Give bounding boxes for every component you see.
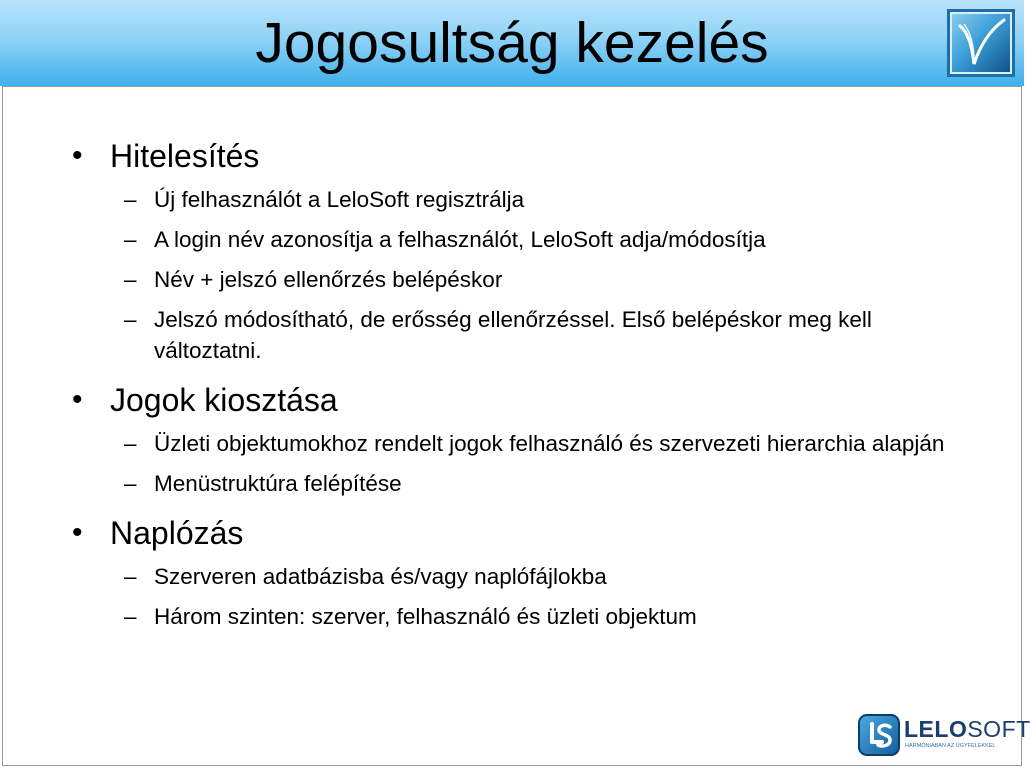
dash-glyph: – xyxy=(124,227,137,252)
dash-glyph: – xyxy=(124,604,137,629)
sub-bullet-item xyxy=(0,184,1024,215)
bullet-heading: Naplózás xyxy=(110,515,244,551)
checkmark-v-icon xyxy=(947,9,1015,77)
slide-title: Jogosultság kezelés xyxy=(255,11,769,75)
dash-glyph: – xyxy=(124,307,137,332)
bullet-heading: Jogok kiosztása xyxy=(110,382,338,418)
leloSoft-brand-logo xyxy=(858,712,1031,758)
sub-bullet-item xyxy=(0,304,1024,366)
sub-bullet-text: A login név azonosítja a felhasználót, LeloSoft adja/módosítja xyxy=(154,227,766,252)
dash-glyph: – xyxy=(124,471,137,496)
brand-name-part2: SOFT xyxy=(967,716,1031,742)
sub-bullet-text: Jelszó módosítható, de erősség ellenőrzéssel. Első belépéskor meg kell változtatni. xyxy=(154,307,872,363)
bullet-glyph: • xyxy=(72,383,83,416)
sub-bullet-text: Üzleti objektumokhoz rendelt jogok felhasználó és szervezeti hierarchia alapján xyxy=(154,431,945,456)
bullet-item xyxy=(0,134,1024,178)
sub-bullet-list xyxy=(0,428,1024,499)
bullet-glyph: • xyxy=(72,139,83,172)
sub-bullet-item xyxy=(0,561,1024,592)
dash-glyph: – xyxy=(124,564,137,589)
sub-bullet-item xyxy=(0,601,1024,632)
sub-bullet-group xyxy=(0,561,1024,632)
brand-name-part1: LELO xyxy=(904,716,968,742)
dash-glyph: – xyxy=(124,267,137,292)
sub-bullet-text: Három szinten: szerver, felhasználó és üzleti objektum xyxy=(154,604,697,629)
sub-bullet-list xyxy=(0,184,1024,366)
bullet-item xyxy=(0,511,1024,555)
dash-glyph: – xyxy=(124,187,137,212)
brand-name xyxy=(904,716,1031,742)
leloSoft-ls-icon xyxy=(858,714,900,756)
sub-bullet-group xyxy=(0,428,1024,499)
dash-glyph: – xyxy=(124,431,137,456)
bullet-glyph: • xyxy=(72,516,83,549)
bullet-heading: Hitelesítés xyxy=(110,138,260,174)
brand-tagline: HARMÓNIÁBAN AZ ÜGYFELEKKEL xyxy=(905,743,996,749)
sub-bullet-group xyxy=(0,184,1024,366)
sub-bullet-text: Menüstruktúra felépítése xyxy=(154,471,402,496)
sub-bullet-item xyxy=(0,428,1024,459)
sub-bullet-item xyxy=(0,264,1024,295)
sub-bullet-item xyxy=(0,468,1024,499)
bullet-item xyxy=(0,378,1024,422)
sub-bullet-text: Szerveren adatbázisba és/vagy naplófájlokba xyxy=(154,564,607,589)
sub-bullet-text: Új felhasználót a LeloSoft regisztrálja xyxy=(154,187,525,212)
sub-bullet-item xyxy=(0,224,1024,255)
sub-bullet-text: Név + jelszó ellenőrzés belépéskor xyxy=(154,267,503,292)
bullet-list xyxy=(0,134,1024,632)
sub-bullet-list xyxy=(0,561,1024,632)
